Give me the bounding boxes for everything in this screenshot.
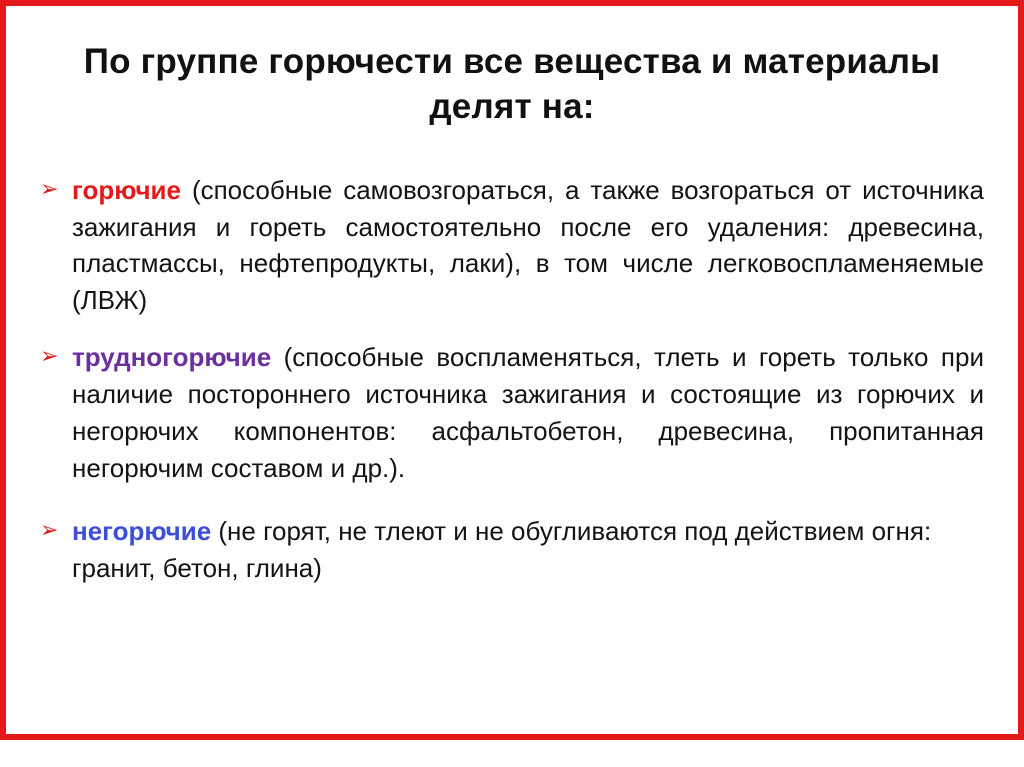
list-item-text — [72, 513, 984, 587]
list-item — [40, 513, 984, 587]
list-item — [40, 339, 984, 487]
list-item-text — [72, 339, 984, 487]
keyword-goryuchie: горючие — [72, 174, 182, 205]
list-item-body: (способные воспламеняться, тлеть и гореть только при наличие постороннего источника зажигания и состоящие из горючих и негорючих компонентов: асфальтобетон, древесина, пропитанная негорючим составом и др.). — [72, 342, 984, 483]
bullet-list — [40, 172, 984, 587]
list-item-text — [72, 172, 984, 320]
arrow-bullet-icon: ➢ — [40, 175, 59, 201]
arrow-bullet-icon: ➢ — [40, 516, 59, 542]
list-item-body: (не горят, не тлеют и не обугливаются под действием огня: гранит, бетон, глина) — [72, 515, 932, 583]
page-title: По группе горючести все вещества и материалы делят на: — [83, 42, 941, 126]
keyword-negoryuchie: негорючие — [72, 515, 212, 546]
arrow-bullet-icon: ➢ — [40, 343, 59, 369]
list-item-body: (способные самовозгораться, а также возгораться от источника зажигания и гореть самостоятельно после его удаления: древесина, пластмассы, нефтепродукты, лаки), в том числе легковоспламеняемые (ЛВЖ) — [72, 174, 984, 316]
list-item — [40, 172, 984, 320]
keyword-trudnogoryuchie: трудногорючие — [72, 342, 272, 373]
